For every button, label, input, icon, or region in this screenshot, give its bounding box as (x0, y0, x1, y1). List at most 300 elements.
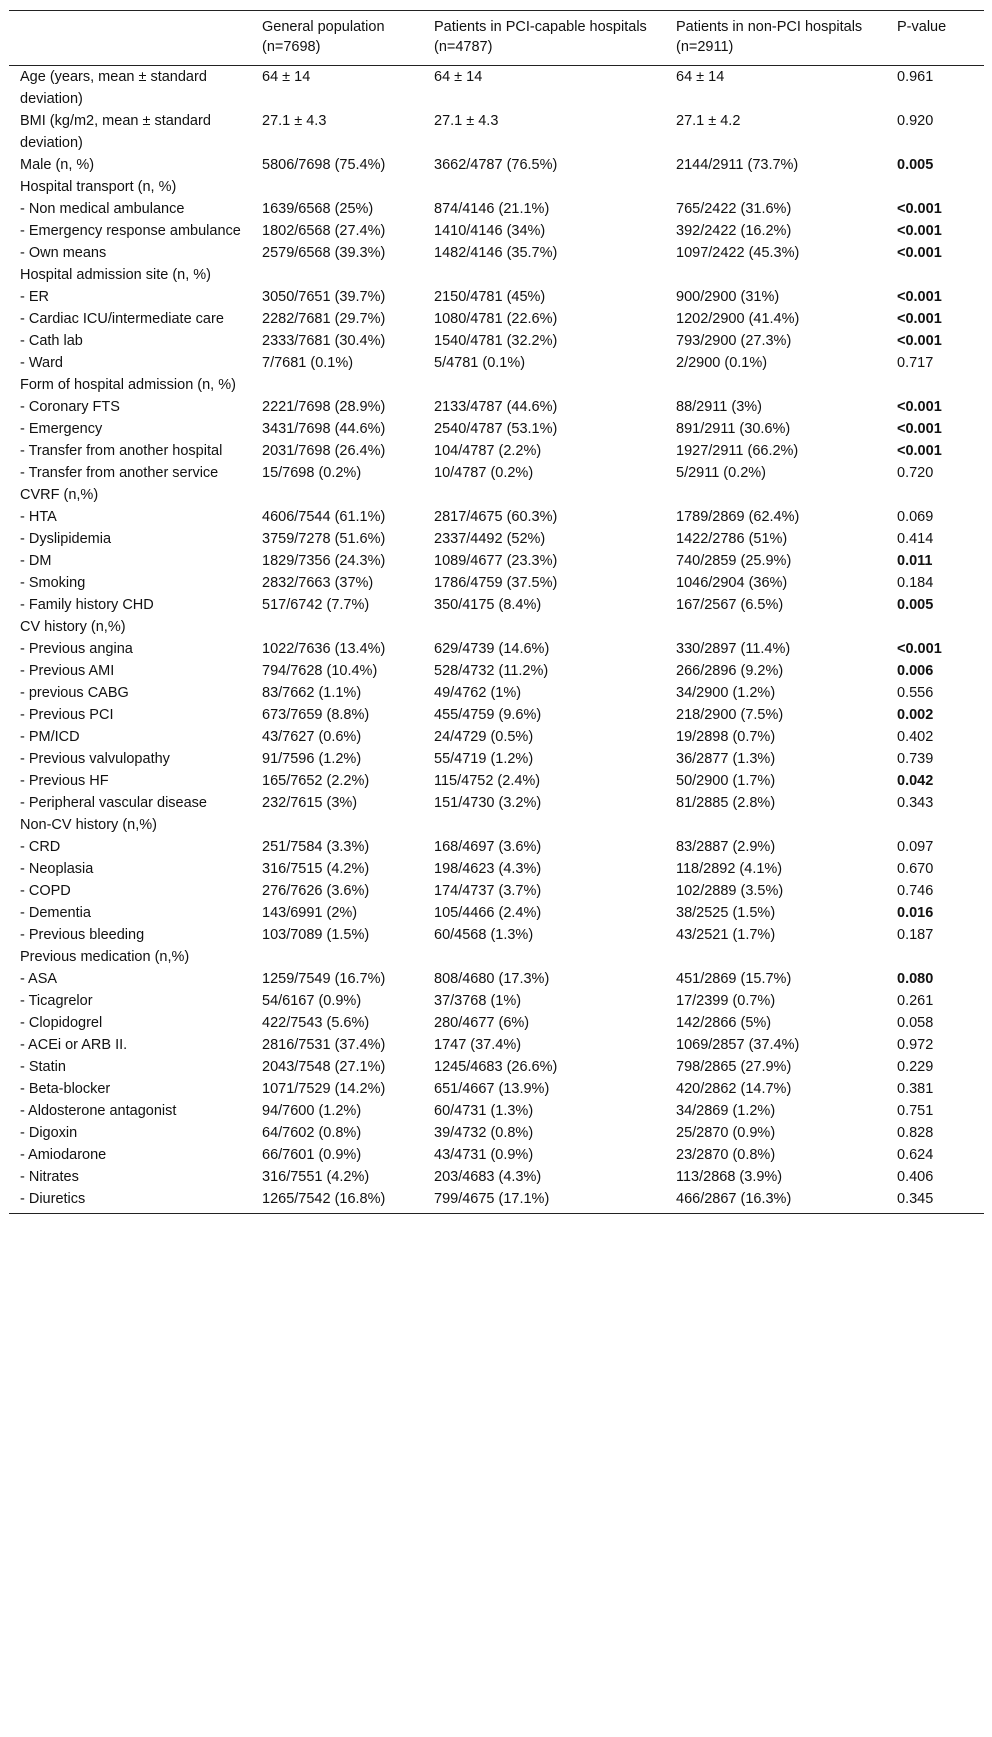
non-pci-cell: 17/2399 (0.7%) (676, 993, 776, 1009)
variable-cell: - Dyslipidemia (20, 531, 112, 547)
pci-capable-cell: 43/4731 (0.9%) (434, 1147, 534, 1163)
pci-capable-cell (423, 264, 665, 286)
pci-capable-cell: 1786/4759 (37.5%) (434, 575, 558, 591)
p-value-cell: <0.001 (897, 421, 942, 437)
baseline-characteristics-table (9, 10, 984, 1214)
table-row (9, 924, 984, 946)
pci-capable-cell: 1482/4146 (35.7%) (434, 245, 558, 261)
p-value-cell (886, 374, 984, 396)
general-population-cell: 3050/7651 (39.7%) (262, 289, 386, 305)
non-pci-cell: 19/2898 (0.7%) (676, 729, 776, 745)
general-population-cell: 276/7626 (3.6%) (262, 883, 370, 899)
table-row (9, 880, 984, 902)
pci-capable-cell: 1080/4781 (22.6%) (434, 311, 558, 327)
general-population-cell: 94/7600 (1.2%) (262, 1103, 362, 1119)
variable-cell: - Transfer from another hospital (20, 443, 223, 459)
table-row (9, 792, 984, 814)
p-value-cell: <0.001 (897, 333, 942, 349)
variable-cell: CV history (n,%) (20, 619, 126, 635)
non-pci-cell: 64 ± 14 (676, 69, 725, 85)
p-value-cell: 0.002 (897, 707, 934, 723)
non-pci-cell: 1046/2904 (36%) (676, 575, 788, 591)
table-row (9, 418, 984, 440)
general-population-cell: 1829/7356 (24.3%) (262, 553, 386, 569)
p-value-cell: <0.001 (897, 641, 942, 657)
variable-cell: - Non medical ambulance (20, 201, 185, 217)
pci-capable-cell: 27.1 ± 4.3 (434, 113, 499, 129)
p-value-cell: 0.751 (897, 1103, 934, 1119)
table-row (9, 1012, 984, 1034)
table-row (9, 154, 984, 176)
general-population-cell: 64 ± 14 (262, 69, 311, 85)
variable-cell: Male (n, %) (20, 157, 95, 173)
pci-capable-cell: 808/4680 (17.3%) (434, 971, 550, 987)
p-value-cell (886, 616, 984, 638)
variable-cell: - Ticagrelor (20, 993, 93, 1009)
general-population-cell: 422/7543 (5.6%) (262, 1015, 370, 1031)
p-value-cell (886, 484, 984, 506)
variable-cell: - Nitrates (20, 1169, 79, 1185)
pci-capable-cell (423, 616, 665, 638)
pci-capable-cell: 1540/4781 (32.2%) (434, 333, 558, 349)
pci-capable-cell: 1747 (37.4%) (434, 1037, 522, 1053)
variable-cell: - DM (20, 553, 52, 569)
p-value-cell: 0.828 (897, 1125, 934, 1141)
table-row (9, 198, 984, 220)
non-pci-cell: 83/2887 (2.9%) (676, 839, 776, 855)
general-population-cell: 517/6742 (7.7%) (262, 597, 370, 613)
non-pci-cell (665, 616, 886, 638)
variable-cell: - Peripheral vascular disease (20, 795, 207, 811)
non-pci-cell: 23/2870 (0.8%) (676, 1147, 776, 1163)
variable-cell: - PM/ICD (20, 729, 80, 745)
table-row (9, 858, 984, 880)
non-pci-cell: 142/2866 (5%) (676, 1015, 772, 1031)
variable-cell: - Transfer from another service (20, 465, 219, 481)
non-pci-cell: 38/2525 (1.5%) (676, 905, 776, 921)
non-pci-cell: 2/2900 (0.1%) (676, 355, 768, 371)
non-pci-cell: 330/2897 (11.4%) (676, 641, 791, 657)
table-header (9, 11, 984, 66)
non-pci-cell: 1927/2911 (66.2%) (676, 443, 799, 459)
pci-capable-cell: 104/4787 (2.2%) (434, 443, 542, 459)
variable-cell: - Emergency (20, 421, 103, 437)
variable-cell: - CRD (20, 839, 61, 855)
non-pci-cell: 420/2862 (14.7%) (676, 1081, 792, 1097)
pci-capable-cell: 168/4697 (3.6%) (434, 839, 542, 855)
general-population-cell: 91/7596 (1.2%) (262, 751, 362, 767)
non-pci-cell (665, 176, 886, 198)
table-row (9, 110, 984, 154)
table-row (9, 902, 984, 924)
non-pci-cell: 793/2900 (27.3%) (676, 333, 792, 349)
table-row (9, 1100, 984, 1122)
table-row (9, 352, 984, 374)
general-population-cell: 2816/7531 (37.4%) (262, 1037, 386, 1053)
variable-cell: - Amiodarone (20, 1147, 107, 1163)
general-population-cell: 1639/6568 (25%) (262, 201, 374, 217)
p-value-cell: 0.720 (897, 465, 934, 481)
table-row (9, 264, 984, 286)
table-row (9, 726, 984, 748)
pci-capable-cell: 49/4762 (1%) (434, 685, 522, 701)
table-row (9, 968, 984, 990)
table-row (9, 528, 984, 550)
table-row (9, 1078, 984, 1100)
variable-cell: - Smoking (20, 575, 86, 591)
p-value-cell: 0.005 (897, 597, 934, 613)
variable-cell: - ER (20, 289, 49, 305)
general-population-cell: 165/7652 (2.2%) (262, 773, 370, 789)
variable-cell: - HTA (20, 509, 57, 525)
header-general-population: General population (n=7698) (262, 19, 385, 55)
non-pci-cell: 1097/2422 (45.3%) (676, 245, 800, 261)
variable-cell: - Previous HF (20, 773, 109, 789)
variable-cell: - Cardiac ICU/intermediate care (20, 311, 224, 327)
pci-capable-cell: 2150/4781 (45%) (434, 289, 546, 305)
variable-cell: - Coronary FTS (20, 399, 120, 415)
variable-cell: - Neoplasia (20, 861, 94, 877)
general-population-cell: 251/7584 (3.3%) (262, 839, 370, 855)
variable-cell: - Cath lab (20, 333, 83, 349)
variable-cell: - Digoxin (20, 1125, 78, 1141)
pci-capable-cell: 203/4683 (4.3%) (434, 1169, 542, 1185)
variable-cell: - Statin (20, 1059, 66, 1075)
pci-capable-cell: 39/4732 (0.8%) (434, 1125, 534, 1141)
variable-cell: - Family history CHD (20, 597, 154, 613)
general-population-cell: 3431/7698 (44.6%) (262, 421, 386, 437)
non-pci-cell: 740/2859 (25.9%) (676, 553, 792, 569)
non-pci-cell: 81/2885 (2.8%) (676, 795, 776, 811)
non-pci-cell: 218/2900 (7.5%) (676, 707, 784, 723)
non-pci-cell (665, 264, 886, 286)
p-value-cell: <0.001 (897, 201, 942, 217)
non-pci-cell: 25/2870 (0.9%) (676, 1125, 776, 1141)
general-population-cell: 66/7601 (0.9%) (262, 1147, 362, 1163)
general-population-cell: 2031/7698 (26.4%) (262, 443, 386, 459)
header-pci-capable: Patients in PCI-capable hospitals (n=4787) (434, 19, 647, 55)
general-population-cell: 83/7662 (1.1%) (262, 685, 362, 701)
table-row (9, 1166, 984, 1188)
non-pci-cell: 118/2892 (4.1%) (676, 861, 783, 877)
non-pci-cell: 50/2900 (1.7%) (676, 773, 776, 789)
general-population-cell: 2832/7663 (37%) (262, 575, 374, 591)
general-population-cell: 1802/6568 (27.4%) (262, 223, 386, 239)
header-row (9, 11, 984, 66)
non-pci-cell: 266/2896 (9.2%) (676, 663, 784, 679)
non-pci-cell: 102/2889 (3.5%) (676, 883, 784, 899)
table-row (9, 330, 984, 352)
table-row (9, 440, 984, 462)
pci-capable-cell: 1245/4683 (26.6%) (434, 1059, 558, 1075)
p-value-cell: 0.717 (897, 355, 934, 371)
pci-capable-cell: 3662/4787 (76.5%) (434, 157, 558, 173)
p-value-cell: 0.080 (897, 971, 934, 987)
p-value-cell: 0.184 (897, 575, 934, 591)
p-value-cell: 0.097 (897, 839, 934, 855)
table-row (9, 946, 984, 968)
general-population-cell (251, 946, 423, 968)
p-value-cell: 0.005 (897, 157, 934, 173)
variable-cell: - Aldosterone antagonist (20, 1103, 177, 1119)
pci-capable-cell: 2540/4787 (53.1%) (434, 421, 558, 437)
table-row (9, 484, 984, 506)
general-population-cell: 4606/7544 (61.1%) (262, 509, 386, 525)
non-pci-cell: 798/2865 (27.9%) (676, 1059, 792, 1075)
p-value-cell: <0.001 (897, 311, 942, 327)
pci-capable-cell (423, 814, 665, 836)
general-population-cell: 103/7089 (1.5%) (262, 927, 370, 943)
p-value-cell: 0.556 (897, 685, 934, 701)
table-row (9, 1056, 984, 1078)
p-value-cell: 0.670 (897, 861, 934, 877)
pci-capable-cell: 2337/4492 (52%) (434, 531, 546, 547)
pci-capable-cell: 874/4146 (21.1%) (434, 201, 550, 217)
variable-cell: Previous medication (n,%) (20, 949, 190, 965)
general-population-cell (251, 176, 423, 198)
variable-cell: - Previous bleeding (20, 927, 145, 943)
general-population-cell (251, 484, 423, 506)
variable-cell: Non-CV history (n,%) (20, 817, 157, 833)
variable-cell: - Beta-blocker (20, 1081, 111, 1097)
variable-cell: CVRF (n,%) (20, 487, 99, 503)
non-pci-cell: 34/2869 (1.2%) (676, 1103, 776, 1119)
general-population-cell: 673/7659 (8.8%) (262, 707, 370, 723)
variable-cell: - COPD (20, 883, 71, 899)
p-value-cell: 0.058 (897, 1015, 934, 1031)
general-population-cell: 64/7602 (0.8%) (262, 1125, 362, 1141)
p-value-cell (886, 264, 984, 286)
pci-capable-cell: 350/4175 (8.4%) (434, 597, 542, 613)
non-pci-cell (665, 946, 886, 968)
p-value-cell: 0.261 (897, 993, 934, 1009)
variable-cell: - Diuretics (20, 1191, 86, 1207)
table-row (9, 286, 984, 308)
non-pci-cell: 34/2900 (1.2%) (676, 685, 776, 701)
non-pci-cell: 27.1 ± 4.2 (676, 113, 741, 129)
p-value-cell: 0.624 (897, 1147, 934, 1163)
general-population-cell (251, 374, 423, 396)
non-pci-cell (665, 484, 886, 506)
p-value-cell: 0.972 (897, 1037, 934, 1053)
pci-capable-cell (423, 176, 665, 198)
pci-capable-cell: 60/4568 (1.3%) (434, 927, 534, 943)
general-population-cell (251, 264, 423, 286)
general-population-cell: 1071/7529 (14.2%) (262, 1081, 386, 1097)
general-population-cell: 2282/7681 (29.7%) (262, 311, 386, 327)
table-row (9, 638, 984, 660)
p-value-cell: <0.001 (897, 245, 942, 261)
table-row (9, 220, 984, 242)
pci-capable-cell: 280/4677 (6%) (434, 1015, 530, 1031)
general-population-cell: 5806/7698 (75.4%) (262, 157, 386, 173)
table-body (9, 66, 984, 1214)
general-population-cell: 143/6991 (2%) (262, 905, 358, 921)
pci-capable-cell: 174/4737 (3.7%) (434, 883, 542, 899)
variable-cell: Hospital transport (n, %) (20, 179, 177, 195)
p-value-cell: 0.920 (897, 113, 934, 129)
general-population-cell: 2333/7681 (30.4%) (262, 333, 386, 349)
table-row (9, 308, 984, 330)
table-row (9, 1144, 984, 1166)
table-row (9, 594, 984, 616)
variable-cell: - previous CABG (20, 685, 129, 701)
p-value-cell (886, 176, 984, 198)
variable-cell: Form of hospital admission (n, %) (20, 377, 236, 393)
non-pci-cell: 451/2869 (15.7%) (676, 971, 792, 987)
table-row (9, 462, 984, 484)
header-p-value: P-value (897, 19, 947, 35)
p-value-cell: 0.011 (897, 553, 933, 569)
non-pci-cell: 88/2911 (3%) (676, 399, 762, 415)
p-value-cell: 0.406 (897, 1169, 934, 1185)
pci-capable-cell: 455/4759 (9.6%) (434, 707, 542, 723)
non-pci-cell: 1069/2857 (37.4%) (676, 1037, 800, 1053)
pci-capable-cell: 651/4667 (13.9%) (434, 1081, 550, 1097)
p-value-cell (886, 946, 984, 968)
p-value-cell: 0.229 (897, 1059, 934, 1075)
non-pci-cell: 392/2422 (16.2%) (676, 223, 792, 239)
table-row (9, 242, 984, 264)
p-value-cell: 0.739 (897, 751, 934, 767)
non-pci-cell: 36/2877 (1.3%) (676, 751, 776, 767)
non-pci-cell: 1202/2900 (41.4%) (676, 311, 800, 327)
p-value-cell: 0.187 (897, 927, 934, 943)
p-value-cell: 0.016 (897, 905, 934, 921)
pci-capable-cell: 60/4731 (1.3%) (434, 1103, 534, 1119)
general-population-cell: 1259/7549 (16.7%) (262, 971, 386, 987)
non-pci-cell (665, 814, 886, 836)
non-pci-cell: 1789/2869 (62.4%) (676, 509, 800, 525)
p-value-cell: 0.345 (897, 1191, 934, 1207)
general-population-cell: 2043/7548 (27.1%) (262, 1059, 386, 1075)
p-value-cell: 0.042 (897, 773, 934, 789)
pci-capable-cell: 1410/4146 (34%) (434, 223, 546, 239)
general-population-cell: 3759/7278 (51.6%) (262, 531, 386, 547)
non-pci-cell (665, 374, 886, 396)
variable-cell: Age (years, mean ± standard deviation) (20, 69, 207, 107)
pci-capable-cell: 2133/4787 (44.6%) (434, 399, 558, 415)
table-row (9, 836, 984, 858)
table-row (9, 176, 984, 198)
table-row (9, 682, 984, 704)
table-row (9, 374, 984, 396)
variable-cell: - Previous AMI (20, 663, 115, 679)
table-row (9, 748, 984, 770)
pci-capable-cell: 37/3768 (1%) (434, 993, 522, 1009)
table-row (9, 660, 984, 682)
pci-capable-cell (423, 946, 665, 968)
table-row (9, 66, 984, 111)
general-population-cell: 794/7628 (10.4%) (262, 663, 378, 679)
variable-cell: - Ward (20, 355, 63, 371)
pci-capable-cell: 198/4623 (4.3%) (434, 861, 542, 877)
table-row (9, 550, 984, 572)
variable-cell: - Own means (20, 245, 107, 261)
pci-capable-cell (423, 484, 665, 506)
pci-capable-cell: 799/4675 (17.1%) (434, 1191, 550, 1207)
table-row (9, 1122, 984, 1144)
pci-capable-cell: 528/4732 (11.2%) (434, 663, 549, 679)
pci-capable-cell: 1089/4677 (23.3%) (434, 553, 558, 569)
p-value-cell: <0.001 (897, 443, 942, 459)
table-row (9, 396, 984, 418)
pci-capable-cell: 105/4466 (2.4%) (434, 905, 542, 921)
header-variable (9, 11, 251, 66)
table-row (9, 572, 984, 594)
p-value-cell: 0.381 (897, 1081, 934, 1097)
general-population-cell: 15/7698 (0.2%) (262, 465, 362, 481)
non-pci-cell: 167/2567 (6.5%) (676, 597, 784, 613)
general-population-cell (251, 814, 423, 836)
variable-cell: - ACEi or ARB II. (20, 1037, 128, 1053)
pci-capable-cell: 64 ± 14 (434, 69, 483, 85)
variable-cell: - Previous valvulopathy (20, 751, 170, 767)
general-population-cell: 2579/6568 (39.3%) (262, 245, 386, 261)
variable-cell: - Clopidogrel (20, 1015, 103, 1031)
non-pci-cell: 1422/2786 (51%) (676, 531, 788, 547)
p-value-cell: 0.006 (897, 663, 934, 679)
table-row (9, 990, 984, 1012)
p-value-cell: 0.746 (897, 883, 934, 899)
general-population-cell: 2221/7698 (28.9%) (262, 399, 386, 415)
variable-cell: - Previous angina (20, 641, 133, 657)
pci-capable-cell: 151/4730 (3.2%) (434, 795, 542, 811)
pci-capable-cell: 5/4781 (0.1%) (434, 355, 526, 371)
non-pci-cell: 43/2521 (1.7%) (676, 927, 776, 943)
pci-capable-cell: 10/4787 (0.2%) (434, 465, 534, 481)
pci-capable-cell: 55/4719 (1.2%) (434, 751, 534, 767)
header-non-pci: Patients in non-PCI hospitals (n=2911) (676, 19, 863, 55)
variable-cell: Hospital admission site (n, %) (20, 267, 211, 283)
table-row (9, 1034, 984, 1056)
non-pci-cell: 5/2911 (0.2%) (676, 465, 767, 481)
general-population-cell: 7/7681 (0.1%) (262, 355, 354, 371)
variable-cell: BMI (kg/m2, mean ± standard deviation) (20, 113, 211, 151)
p-value-cell: 0.069 (897, 509, 934, 525)
p-value-cell: <0.001 (897, 399, 942, 415)
variable-cell: - ASA (20, 971, 58, 987)
general-population-cell: 54/6167 (0.9%) (262, 993, 362, 1009)
non-pci-cell: 466/2867 (16.3%) (676, 1191, 792, 1207)
non-pci-cell: 2144/2911 (73.7%) (676, 157, 799, 173)
pci-capable-cell: 24/4729 (0.5%) (434, 729, 534, 745)
variable-cell: - Previous PCI (20, 707, 114, 723)
general-population-cell: 43/7627 (0.6%) (262, 729, 362, 745)
table-row (9, 616, 984, 638)
general-population-cell: 316/7551 (4.2%) (262, 1169, 370, 1185)
general-population-cell: 232/7615 (3%) (262, 795, 358, 811)
general-population-cell: 1265/7542 (16.8%) (262, 1191, 386, 1207)
p-value-cell: <0.001 (897, 223, 942, 239)
p-value-cell: 0.343 (897, 795, 934, 811)
p-value-cell (886, 814, 984, 836)
table-row (9, 704, 984, 726)
table-row (9, 814, 984, 836)
table-row (9, 770, 984, 792)
general-population-cell: 1022/7636 (13.4%) (262, 641, 386, 657)
pci-capable-cell: 629/4739 (14.6%) (434, 641, 550, 657)
p-value-cell: 0.402 (897, 729, 934, 745)
pci-capable-cell: 115/4752 (2.4%) (434, 773, 541, 789)
non-pci-cell: 891/2911 (30.6%) (676, 421, 791, 437)
general-population-cell: 27.1 ± 4.3 (262, 113, 327, 129)
table-row (9, 1188, 984, 1214)
general-population-cell (251, 616, 423, 638)
table-row (9, 506, 984, 528)
non-pci-cell: 765/2422 (31.6%) (676, 201, 792, 217)
non-pci-cell: 113/2868 (3.9%) (676, 1169, 783, 1185)
